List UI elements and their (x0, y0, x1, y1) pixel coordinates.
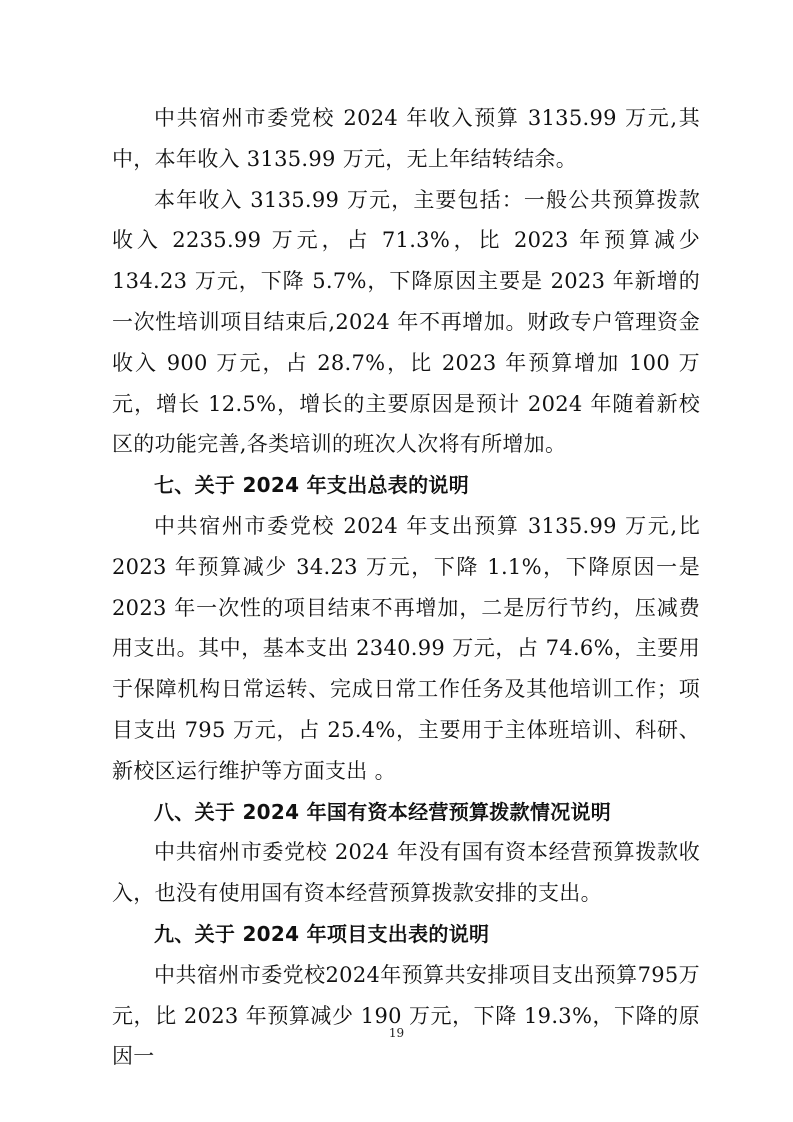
document-body (112, 98, 700, 1077)
heading-project-expenditure: 九、关于 2024 年项目支出表的说明 (154, 921, 490, 946)
heading-state-capital-budget: 八、关于 2024 年国有资本经营预算拨款情况说明 (154, 799, 612, 824)
heading-expenditure-summary: 七、关于 2024 年支出总表的说明 (154, 473, 469, 498)
paragraph-state-capital-budget: 中共宿州市委党校 2024 年没有国有资本经营预算拨款收入，也没有使用国有资本经营预算拨款安排的支出。 (112, 840, 700, 906)
paragraph-income-budget: 中共宿州市委党校 2024 年收入预算 3135.99 万元,其中，本年收入 3135.99 万元，无上年结转结余。 (112, 106, 700, 171)
paragraph-project-expenditure: 中共宿州市委党校2024年预算共安排项目支出预算795万元，比 2023 年预算减少 190 万元，下降 19.3%，下降的原因一 (112, 962, 700, 1069)
paragraph-expenditure-budget: 中共宿州市委党校 2024 年支出预算 3135.99 万元,比 2023 年预算减少 34.23 万元，下降 1.1%，下降原因一是 2023 年一次性的项目结束不再增加，二是厉行节约，压减费用支出。其中，基本支出 2340.99 万元，占 74.6%，主要用于保障机构日常运转、完成日常工作任务及其他培训工作；项目支出 795 万元，占 25.4%，主要用于主体班培训、科研、新校区运行维护等方面支出 。 (112, 513, 700, 783)
paragraph-current-year-income: 本年收入 3135.99 万元，主要包括：一般公共预算拨款收入 2235.99 万元，占 71.3%，比 2023 年预算减少 134.23 万元，下降 5.7%，下降原因主要是 2023 年新增的一次性培训项目结束后,2024 年不再增加。财政专户管理资金收入 900 万元，占 28.7%，比 2023 年预算增加 100 万元，增长 12.5%，增长的主要原因是预计 2024 年随着新校区的功能完善,各类培训的班次人次将有所增加。 (112, 187, 700, 457)
page-number: 19 (388, 1026, 405, 1040)
